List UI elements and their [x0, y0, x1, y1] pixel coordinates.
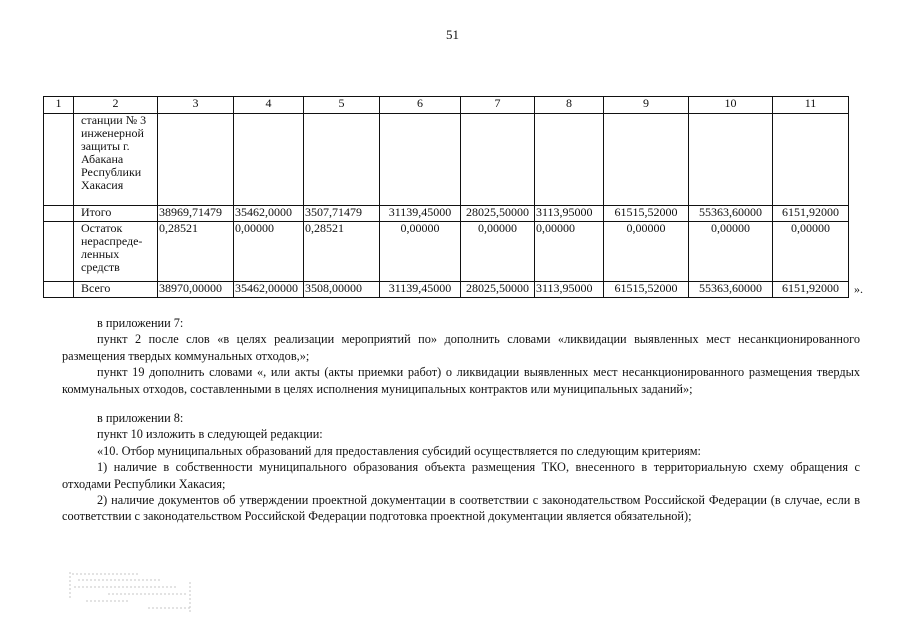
col-header: 10 — [689, 97, 773, 114]
col-header: 5 — [304, 97, 380, 114]
paragraph: пункт 19 дополнить словами «, или акты (акты приемки работ) о ликвидации выявленных мест несанкционированного размещения твердых коммунальных отходов, составленными в целях исполнения муниципальных контрактов или муниципальных заданий»; — [62, 365, 860, 396]
col-header: 9 — [604, 97, 689, 114]
closing-quote: ». — [854, 282, 863, 296]
value-cell: 28025,50000 — [461, 282, 535, 298]
value-cell: 35462,00000 — [234, 282, 304, 298]
row-number-cell — [44, 282, 74, 298]
col-header: 6 — [380, 97, 461, 114]
value-cell: 35462,0000 — [234, 206, 304, 222]
value-cell: 0,00000 — [535, 222, 604, 282]
table-row-itogo — [44, 206, 849, 222]
document-body — [62, 315, 860, 525]
paragraph: в приложении 8: — [97, 411, 184, 426]
col-header: 1 — [44, 97, 74, 114]
value-cell: 55363,60000 — [689, 282, 773, 298]
table-body — [44, 97, 849, 298]
paragraph: 2) наличие документов об утверждении проектной документации в соответствии с законодательством Российской Федерации (в случае, если в соответствии с законодательством Российской Федерации подготовка проектной документации является обязательной); — [62, 493, 860, 524]
row-label: Итого — [74, 206, 158, 222]
value-cell: 6151,92000 — [773, 282, 849, 298]
table-header-row — [44, 97, 849, 114]
col-header: 11 — [773, 97, 849, 114]
paragraph: пункт 2 после слов «в целях реализации мероприятий по» дополнить словами «ликвидации выявленных мест несанкционированного размещения твердых коммунальных отходов,»; — [62, 332, 860, 363]
value-cell — [604, 114, 689, 206]
paragraph: пункт 10 изложить в следующей редакции: — [97, 427, 323, 442]
value-cell: 0,00000 — [689, 222, 773, 282]
col-header: 4 — [234, 97, 304, 114]
value-cell — [461, 114, 535, 206]
value-cell: 3507,71479 — [304, 206, 380, 222]
value-cell: 0,28521 — [304, 222, 380, 282]
col-header: 8 — [535, 97, 604, 114]
value-cell: 31139,45000 — [380, 206, 461, 222]
value-cell — [234, 114, 304, 206]
table-row-vsego — [44, 282, 849, 298]
value-cell: 0,00000 — [461, 222, 535, 282]
value-cell: 0,00000 — [380, 222, 461, 282]
value-cell — [773, 114, 849, 206]
value-cell — [158, 114, 234, 206]
row-number-cell — [44, 206, 74, 222]
value-cell — [689, 114, 773, 206]
table-row-ostatok — [44, 222, 849, 282]
value-cell — [380, 114, 461, 206]
row-label: Остаток нераспреде-ленных средств — [74, 222, 158, 282]
value-cell — [304, 114, 380, 206]
value-cell: 3113,95000 — [535, 282, 604, 298]
value-cell: 0,00000 — [773, 222, 849, 282]
paragraph: «10. Отбор муниципальных образований для предоставления субсидий осуществляется по следующим критериям: — [97, 443, 701, 458]
value-cell: 28025,50000 — [461, 206, 535, 222]
row-number-cell — [44, 114, 74, 206]
value-cell — [535, 114, 604, 206]
value-cell: 3113,95000 — [535, 206, 604, 222]
value-cell: 55363,60000 — [689, 206, 773, 222]
col-header: 7 — [461, 97, 535, 114]
value-cell: 0,28521 — [158, 222, 234, 282]
table-row-object — [44, 114, 849, 206]
value-cell: 0,00000 — [604, 222, 689, 282]
value-cell: 38969,71479 — [158, 206, 234, 222]
budget-table — [43, 96, 849, 298]
value-cell: 3508,00000 — [304, 282, 380, 298]
row-label: Всего — [74, 282, 158, 298]
value-cell: 38970,00000 — [158, 282, 234, 298]
faded-stamp — [68, 568, 193, 613]
value-cell: 0,00000 — [234, 222, 304, 282]
value-cell: 61515,52000 — [604, 282, 689, 298]
page-number: 51 — [446, 27, 459, 42]
value-cell: 31139,45000 — [380, 282, 461, 298]
row-number-cell — [44, 222, 74, 282]
value-cell: 61515,52000 — [604, 206, 689, 222]
value-cell: 6151,92000 — [773, 206, 849, 222]
col-header: 2 — [74, 97, 158, 114]
row-label: станции № 3 инженерной защиты г. Абакана Республики Хакасия — [74, 114, 158, 206]
paragraph: в приложении 7: — [97, 316, 184, 330]
col-header: 3 — [158, 97, 234, 114]
paragraph: 1) наличие в собственности муниципального образования объекта размещения ТКО, внесенного в территориальную схему обращения с отходами Республики Хакасия; — [62, 460, 860, 491]
